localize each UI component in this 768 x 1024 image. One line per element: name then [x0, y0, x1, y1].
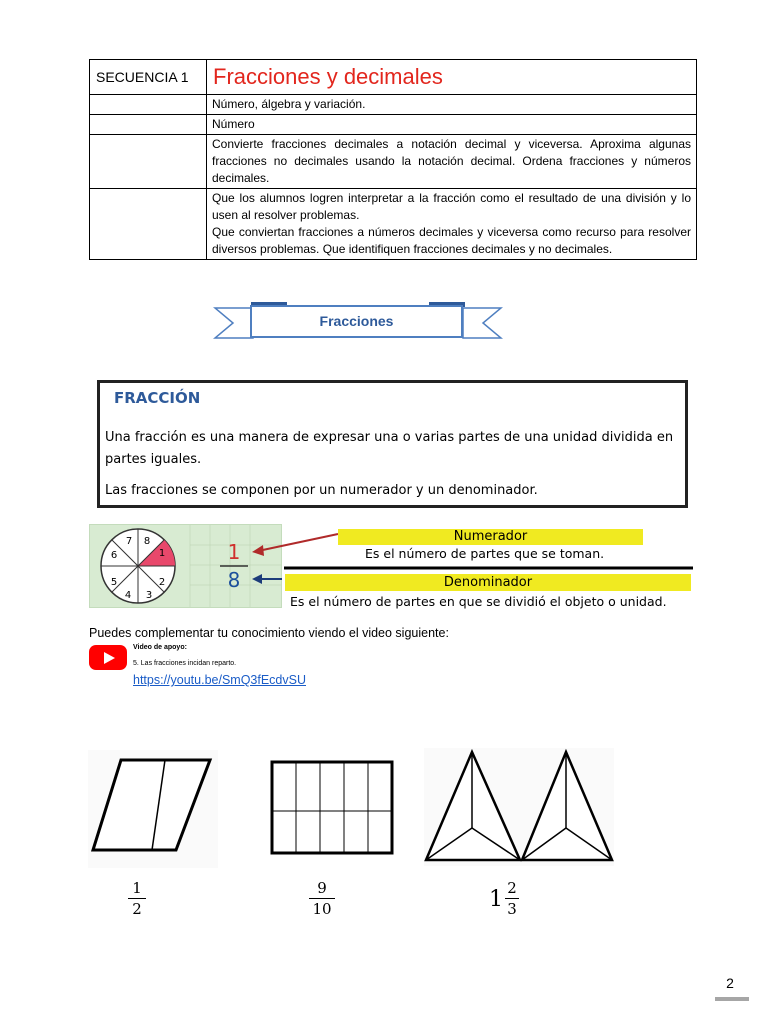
illus-numerator: 1 — [227, 540, 241, 564]
numerator-desc: Es el número de partes que se toman. — [365, 546, 605, 561]
sequence-title: Fracciones y decimales — [207, 60, 697, 95]
learning-cell: Convierte fracciones decimales a notación decimal y viceversa. Aproxima algunas fracciones no decimales usando la notación decimal. Ordena fracciones y números decimales. — [207, 135, 697, 189]
wheel-number: 6 — [110, 550, 118, 561]
mixed-whole: 1 — [489, 887, 503, 912]
definition-text-1: Una fracción es una manera de expresar una o varias partes de una unidad dividida en partes iguales. — [105, 430, 674, 467]
purpose-cell — [207, 189, 697, 260]
triangles-shape — [424, 748, 614, 866]
denominator-desc: Es el número de partes en que se dividió el objeto o unidad. — [290, 594, 667, 609]
definition-title: FRACCIÓN — [114, 389, 201, 407]
denominator-label: Denominador — [285, 574, 691, 591]
youtube-icon[interactable] — [89, 645, 127, 670]
fraction-nine-tenths: 9 10 — [309, 879, 335, 918]
banner-title: Fracciones — [250, 305, 463, 338]
purpose-b: Que conviertan fracciones a números decimales y viceversa como recurso para resolver diversos problemas. Que identifiquen fracciones decimales y no decimales. — [212, 225, 691, 256]
topic-cell: Número — [207, 115, 697, 135]
fraction-one-half: 1 2 — [128, 879, 146, 918]
axis-cell: Número, álgebra y variación. — [207, 95, 697, 115]
fraction-two-thirds: 2 3 — [505, 879, 519, 918]
page-number: 2 — [726, 975, 734, 991]
wheel-number: 7 — [125, 536, 133, 547]
wheel-number: 4 — [124, 590, 132, 601]
video-support-label: Video de apoyo: — [133, 644, 187, 651]
wheel-number: 1 — [158, 548, 166, 559]
sequence-table — [89, 59, 697, 260]
illus-denominator: 8 — [227, 568, 241, 592]
video-intro: Puedes complementar tu conocimiento viendo el video siguiente: — [89, 626, 449, 640]
rectangle-grid-shape — [270, 760, 394, 855]
wheel-number: 5 — [110, 577, 118, 588]
definition-text-2: Las fracciones se componen por un numerador y un denominador. — [105, 483, 538, 498]
parallelogram-shape — [88, 750, 218, 868]
video-item: 5. Las fracciones incidan reparto. — [133, 660, 237, 667]
wheel-number: 3 — [145, 590, 153, 601]
sequence-label: SECUENCIA 1 — [90, 60, 207, 95]
definition-box — [97, 380, 688, 508]
wheel-number: 2 — [158, 577, 166, 588]
wheel-number: 8 — [143, 536, 151, 547]
purpose-a: Que los alumnos logren interpretar a la fracción como el resultado de una división y lo usen al resolver problemas. — [212, 191, 691, 222]
page-number-bar — [715, 997, 749, 1001]
numerator-label: Numerador — [338, 529, 643, 545]
video-link[interactable]: https://youtu.be/SmQ3fEcdvSU — [133, 673, 306, 687]
